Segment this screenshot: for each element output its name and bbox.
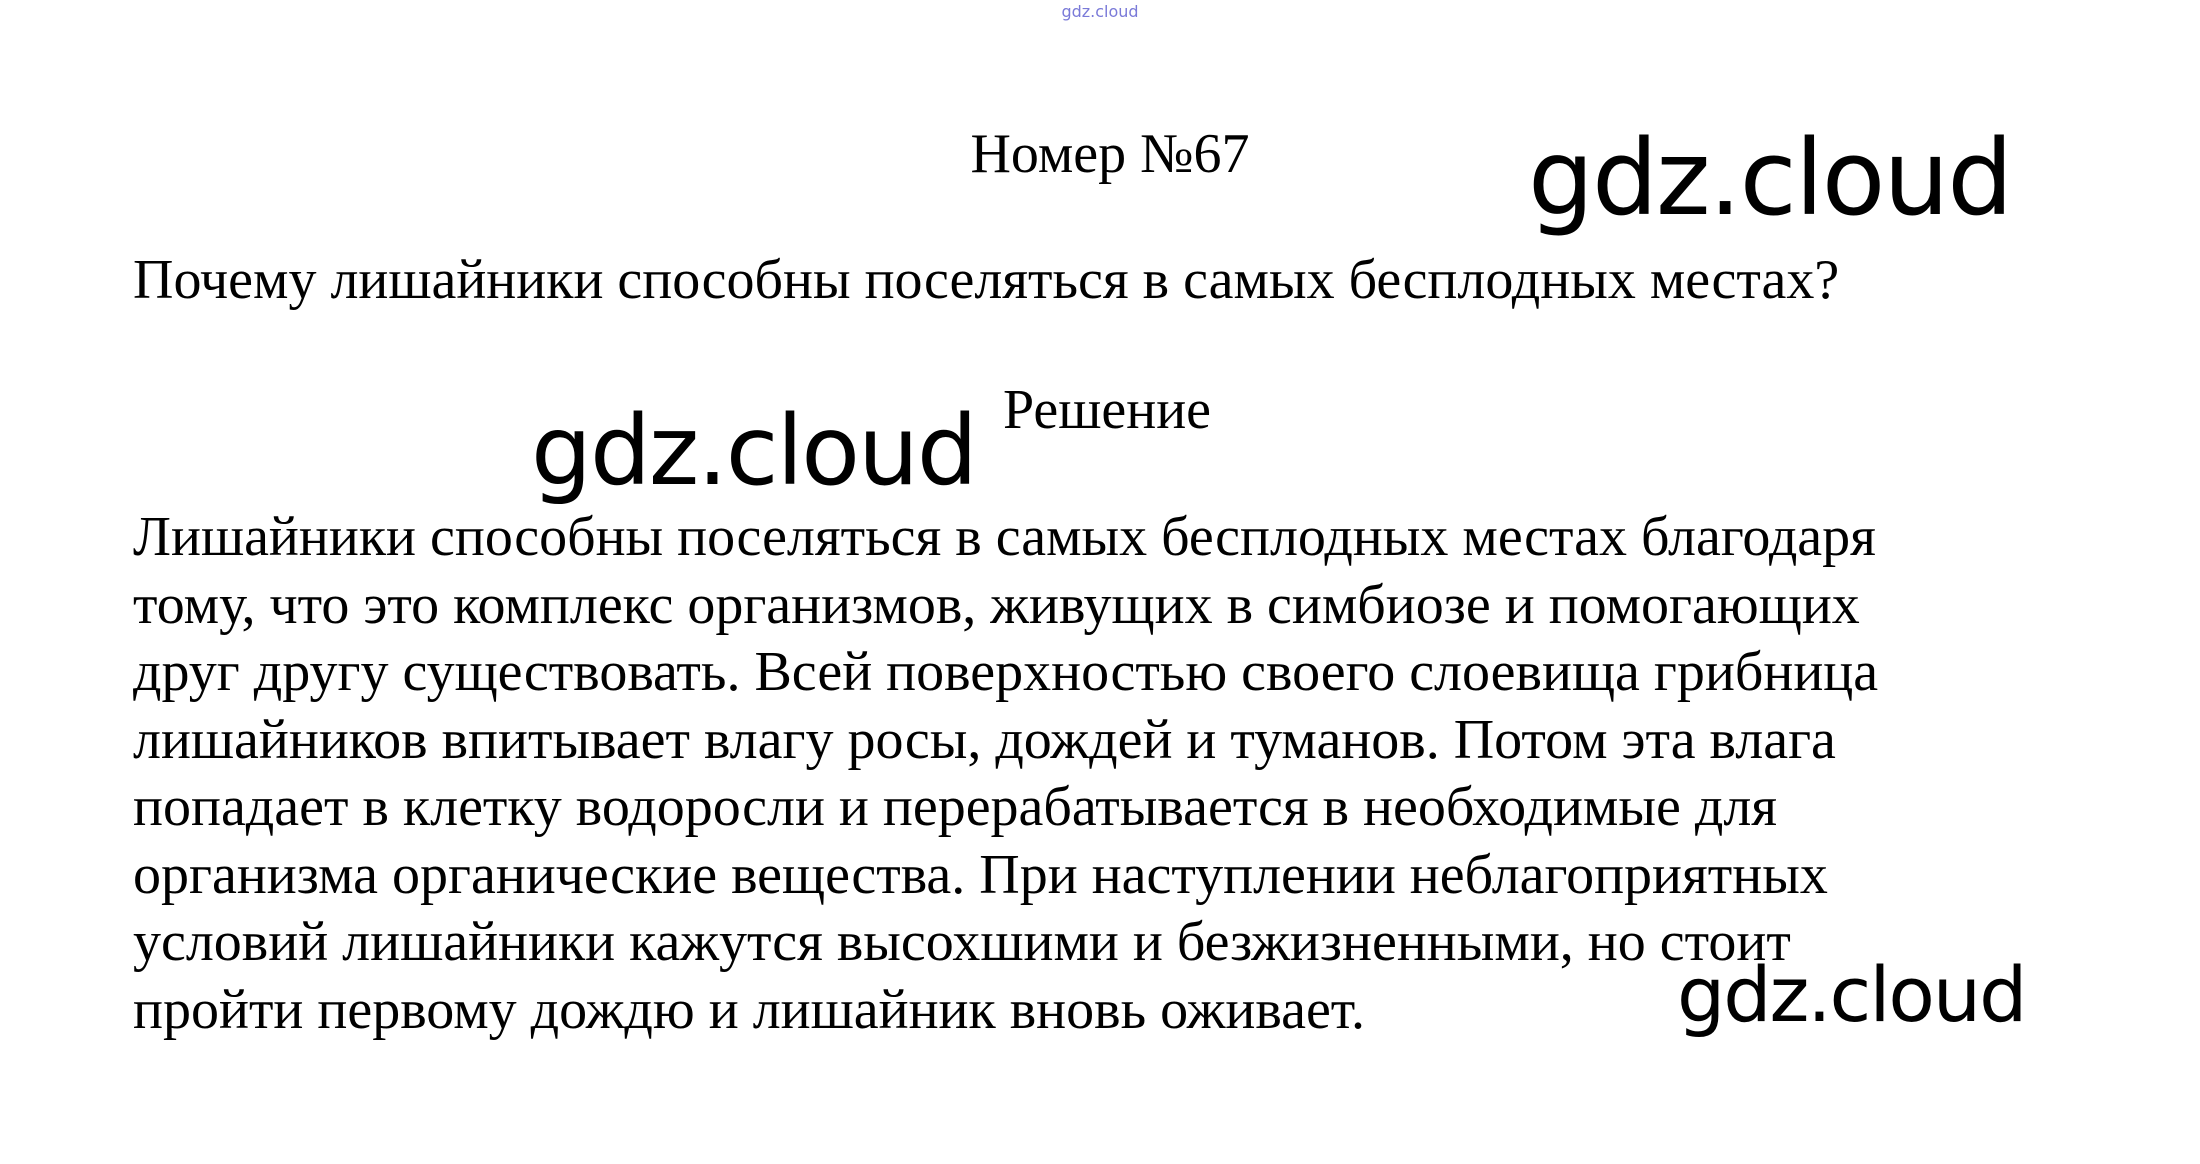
solution-line: друг другу существовать. Всей поверхностью своего слоевища грибница	[133, 641, 1879, 703]
solution-line: пройти первому дождю и лишайник вновь оживает.	[133, 978, 1366, 1041]
solution-line: лишайников впитывает влагу росы, дождей и туманов. Потом эта влага	[133, 708, 1836, 771]
watermark: gdz.cloud	[1677, 950, 2026, 1039]
watermark: gdz.cloud	[1528, 117, 2012, 239]
solution-line: тому, что это комплекс организмов, живущих в симбиозе и помогающих	[133, 573, 1860, 636]
solution-line: условий лишайники кажутся высохшими и безжизненными, но стоит	[133, 911, 1791, 973]
watermark: gdz.cloud	[531, 395, 976, 507]
solution-line: организма органические вещества. При наступлении неблагоприятных	[133, 843, 1828, 906]
solution-line: Лишайники способны поселяться в самых бесплодных местах благодаря	[133, 506, 1876, 568]
site-mark: gdz.cloud	[1061, 2, 1139, 21]
solution-line: попадает в клетку водоросли и перерабатывается в необходимые для	[133, 776, 1778, 838]
task-title: Номер №67	[970, 123, 1250, 185]
task-question: Почему лишайники способны поселяться в самых бесплодных местах?	[133, 249, 1840, 311]
solution-heading: Решение	[1003, 379, 1212, 441]
